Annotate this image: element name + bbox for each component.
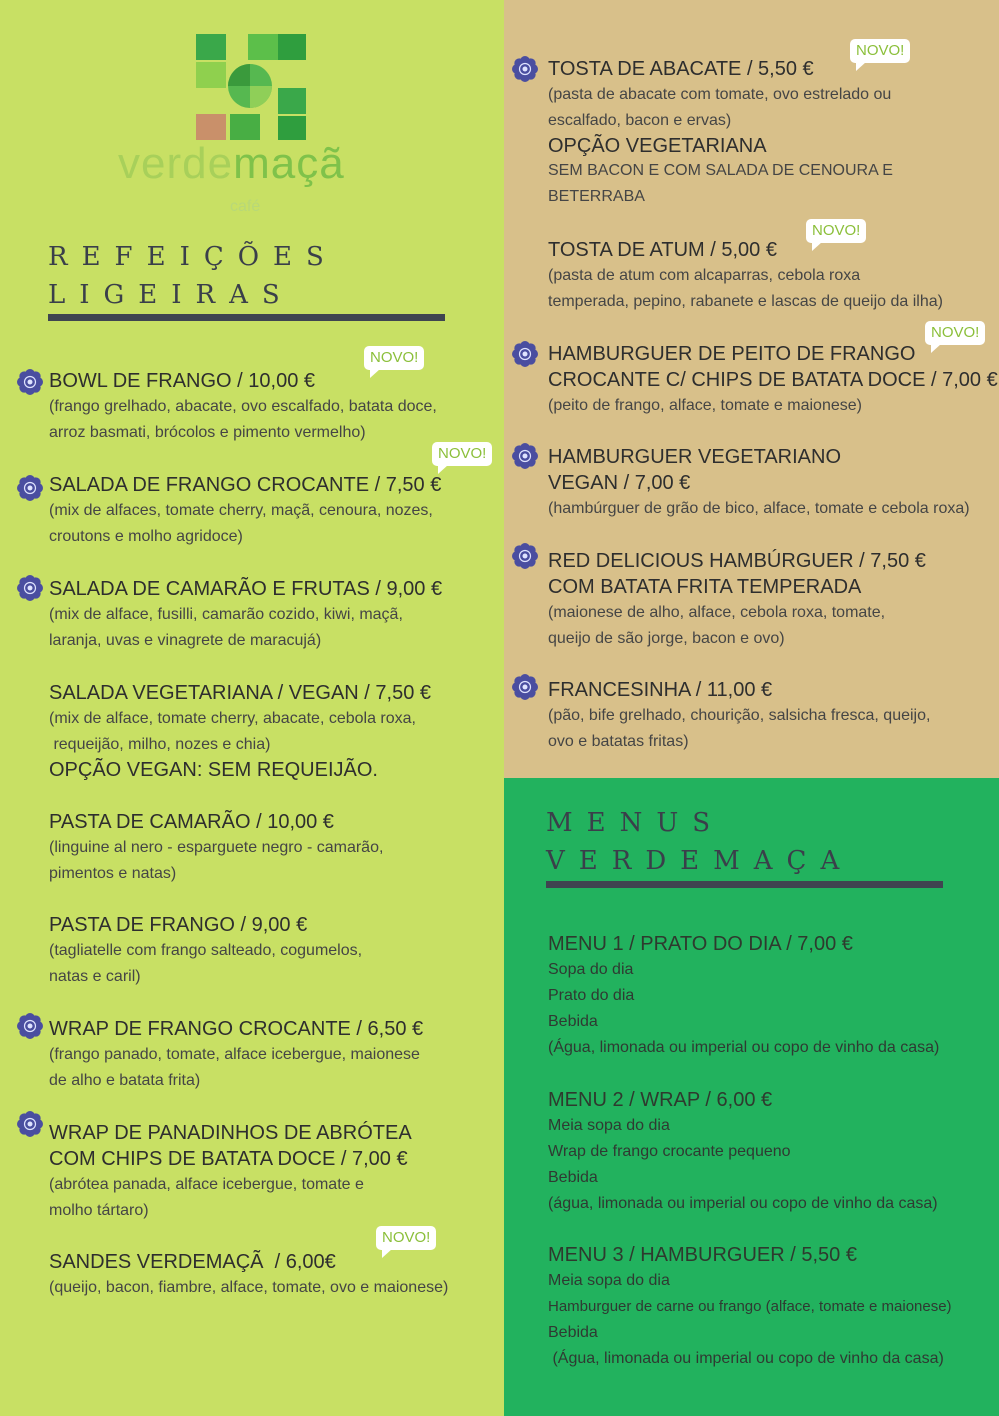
section-title-line2: LIGEIRAS: [48, 280, 294, 310]
item-note: OPÇÃO VEGETARIANA: [548, 135, 767, 157]
item-title: TOSTA DE ATUM / 5,00 €: [548, 239, 777, 261]
novo-badge: NOVO!: [850, 39, 910, 63]
item-desc: croutons e molho agridoce): [49, 528, 243, 545]
flower-icon: [16, 474, 44, 502]
item-title: HAMBURGUER VEGETARIANO: [548, 446, 841, 468]
item-desc: temperada, pepino, rabanete e lascas de queijo da ilha): [548, 293, 943, 310]
menu-line: Bebida: [548, 1324, 598, 1341]
menu-item-tosta-atum: [548, 237, 943, 315]
item-desc: arroz basmati, brócolos e pimento vermelho): [49, 424, 366, 441]
flower-icon: [511, 673, 539, 701]
menu-item-salada-vegetariana: [49, 680, 431, 782]
item-title: PASTA DE FRANGO / 9,00 €: [49, 914, 308, 936]
section-divider: [48, 314, 445, 321]
section-title-line2: VERDEMAÇA: [546, 846, 854, 876]
item-title-line2: COM BATATA FRITA TEMPERADA: [548, 576, 862, 598]
item-desc: (queijo, bacon, fiambre, alface, tomate, ovo e maionese): [49, 1279, 449, 1296]
flower-icon: [16, 574, 44, 602]
item-desc: SEM BACON E COM SALADA DE CENOURA E: [548, 162, 893, 179]
item-title: BOWL DE FRANGO / 10,00 €: [49, 370, 316, 392]
item-desc: (mix de alface, fusilli, camarão cozido, kiwi, maçã,: [49, 606, 403, 623]
menu-line: (Água, limonada ou imperial ou copo de vinho da casa): [548, 1350, 944, 1367]
flower-icon: [511, 442, 539, 470]
novo-badge: NOVO!: [925, 321, 985, 345]
item-desc: laranja, uvas e vinagrete de maracujá): [49, 632, 322, 649]
item-desc: (mix de alface, tomate cherry, abacate, cebola roxa,: [49, 710, 416, 727]
item-desc: BETERRABA: [548, 188, 645, 205]
menu-item-salada-camarao: [49, 576, 442, 654]
item-desc: (hambúrguer de grão de bico, alface, tomate e cebola roxa): [548, 500, 970, 517]
item-desc: escalfado, bacon e ervas): [548, 112, 732, 129]
item-title: RED DELICIOUS HAMBÚRGUER / 7,50 €: [548, 550, 926, 572]
item-title: HAMBURGUER DE PEITO DE FRANGO: [548, 343, 916, 365]
menu-item-bowl-frango: [49, 368, 437, 446]
item-desc: (mix de alfaces, tomate cherry, maçã, cenoura, nozes,: [49, 502, 433, 519]
item-desc: (pasta de abacate com tomate, ovo estrelado ou: [548, 86, 892, 103]
menu-line: (água, limonada ou imperial ou copo de vinho da casa): [548, 1195, 938, 1212]
item-desc: natas e caril): [49, 968, 141, 985]
brand-name-verde: verde: [118, 139, 234, 188]
menu-line: Meia sopa do dia: [548, 1117, 670, 1134]
item-title: FRANCESINHA / 11,00 €: [548, 679, 773, 701]
menu-item-pasta-camarao: [49, 809, 383, 887]
menu-line: Bebida: [548, 1169, 598, 1186]
item-desc: (pasta de atum com alcaparras, cebola roxa: [548, 267, 861, 284]
brand-name-maca: maçã: [233, 139, 345, 188]
item-desc: (frango panado, tomate, alface icebergue, maionese: [49, 1046, 420, 1063]
novo-badge: NOVO!: [432, 442, 492, 466]
item-title-line2: VEGAN / 7,00 €: [548, 472, 691, 494]
menu-line: Wrap de frango crocante pequeno: [548, 1143, 791, 1160]
item-title: SANDES VERDEMAÇÃ / 6,00€: [49, 1251, 336, 1273]
menu-title: MENU 3 / HAMBURGUER / 5,50 €: [548, 1244, 857, 1266]
section-title-line1: REFEIÇÕES: [48, 242, 338, 272]
item-title: SALADA DE CAMARÃO E FRUTAS / 9,00 €: [49, 578, 443, 600]
menu-line: Hamburguer de carne ou frango (alface, tomate e maionese): [548, 1298, 952, 1315]
item-title: WRAP DE PANADINHOS DE ABRÓTEA: [49, 1122, 412, 1144]
section-title-line1: MENUS: [546, 808, 725, 838]
brand-name: [118, 139, 345, 188]
novo-badge: NOVO!: [806, 219, 866, 243]
menu-combo-3: [548, 1242, 952, 1372]
flower-icon: [16, 1012, 44, 1040]
item-desc: requeijão, milho, nozes e chia): [49, 736, 271, 753]
menu-line: Bebida: [548, 1013, 598, 1030]
menu-item-red-delicious: [548, 548, 926, 652]
item-desc: molho tártaro): [49, 1202, 149, 1219]
menu-item-wrap-frango: [49, 1016, 423, 1094]
section-divider: [546, 881, 943, 888]
flower-icon: [511, 340, 539, 368]
menu-item-francesinha: [548, 677, 930, 755]
item-desc: (peito de frango, alface, tomate e maionese): [548, 397, 862, 414]
item-title-line2: COM CHIPS DE BATATA DOCE / 7,00 €: [49, 1148, 408, 1170]
menu-item-tosta-abacate: [548, 56, 893, 210]
menu-title: MENU 1 / PRATO DO DIA / 7,00 €: [548, 933, 853, 955]
menu-combo-1: [548, 931, 939, 1061]
menu-item-wrap-abrotea: [49, 1120, 412, 1224]
item-desc: (abrótea panada, alface icebergue, tomate e: [49, 1176, 364, 1193]
item-desc: de alho e batata frita): [49, 1072, 201, 1089]
menu-combo-2: [548, 1087, 938, 1217]
item-desc: (frango grelhado, abacate, ovo escalfado, batata doce,: [49, 398, 437, 415]
menu-title: MENU 2 / WRAP / 6,00 €: [548, 1089, 773, 1111]
item-title-line2: CROCANTE C/ CHIPS DE BATATA DOCE / 7,00 €: [548, 369, 998, 391]
item-desc: (pão, bife grelhado, chourição, salsicha fresca, queijo,: [548, 707, 931, 724]
novo-badge: NOVO!: [364, 346, 424, 370]
flower-icon: [16, 368, 44, 396]
flower-icon: [511, 55, 539, 83]
menu-item-salada-frango: [49, 472, 441, 550]
item-title: WRAP DE FRANGO CROCANTE / 6,50 €: [49, 1018, 424, 1040]
item-desc: pimentos e natas): [49, 865, 177, 882]
item-desc: (linguine al nero - esparguete negro - camarão,: [49, 839, 384, 856]
section-title-menus: [546, 804, 853, 880]
menu-item-pasta-frango: [49, 912, 362, 990]
item-desc: queijo de são jorge, bacon e ovo): [548, 630, 785, 647]
item-desc: (maionese de alho, alface, cebola roxa, tomate,: [548, 604, 886, 621]
menu-line: Sopa do dia: [548, 961, 634, 978]
item-title: PASTA DE CAMARÃO / 10,00 €: [49, 811, 334, 833]
brand-logo-icon: [190, 30, 310, 142]
item-note: OPÇÃO VEGAN: SEM REQUEIJÃO.: [49, 759, 378, 781]
flower-icon: [16, 1110, 44, 1138]
item-title: TOSTA DE ABACATE / 5,50 €: [548, 58, 814, 80]
item-desc: ovo e batatas fritas): [548, 733, 689, 750]
menu-line: Prato do dia: [548, 987, 635, 1004]
section-title-refeicoes: [48, 238, 338, 314]
flower-icon: [511, 542, 539, 570]
menu-line: Meia sopa do dia: [548, 1272, 670, 1289]
brand-subtitle: café: [230, 198, 261, 215]
item-desc: (tagliatelle com frango salteado, cogumelos,: [49, 942, 363, 959]
novo-badge: NOVO!: [376, 1226, 436, 1250]
menu-line: (Água, limonada ou imperial ou copo de vinho da casa): [548, 1039, 940, 1056]
item-title: SALADA DE FRANGO CROCANTE / 7,50 €: [49, 474, 442, 496]
item-title: SALADA VEGETARIANA / VEGAN / 7,50 €: [49, 682, 432, 704]
menu-item-hamburguer-vegetariano: [548, 444, 970, 522]
